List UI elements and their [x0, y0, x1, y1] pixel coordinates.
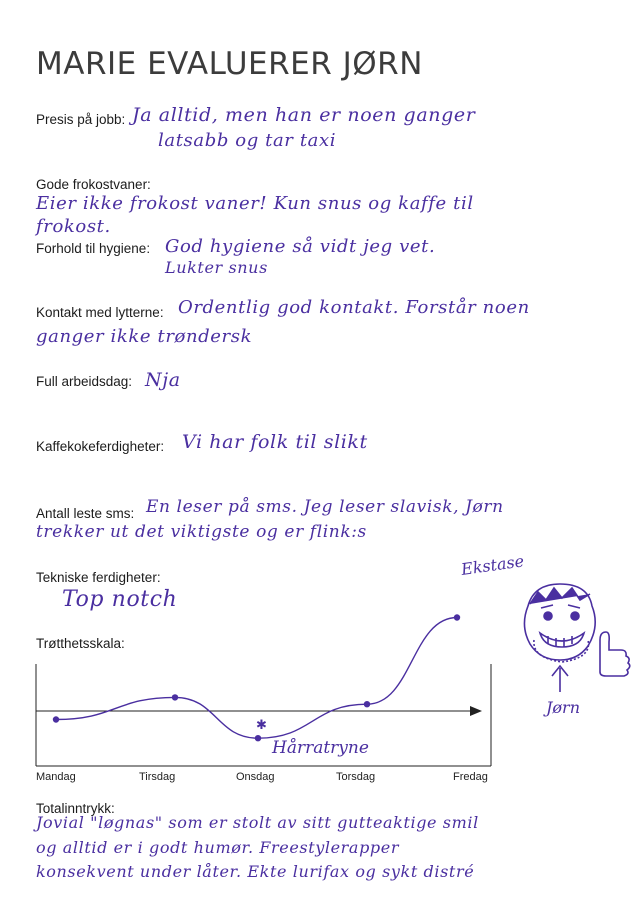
- hygiene-answer-line2: Lukter snus: [165, 258, 268, 277]
- point-torsdag: [364, 701, 370, 707]
- total-answer-line2: og alltid er i godt humør. Freestylerapper: [36, 838, 400, 857]
- star-mark: ✱: [256, 718, 267, 733]
- arbeidsdag-label: Full arbeidsdag:: [36, 374, 133, 389]
- sms-answer-line2: trekker ut det viktigste og er flink:s: [36, 522, 367, 542]
- frokost-answer-line2: frokost.: [36, 216, 111, 237]
- total-label: Totalinntrykk:: [36, 801, 115, 816]
- point-onsdag: [255, 735, 261, 741]
- frokost-answer-line1: Eier ikke frokost vaner! Kun snus og kaffe til: [36, 193, 474, 214]
- annotation-harratryne: Hårratryne: [272, 738, 369, 758]
- tick-tirsdag: Tirsdag: [139, 771, 176, 783]
- total-answer-line3: konsekvent under låter. Ekte lurifax og sykt distré: [36, 862, 475, 881]
- right-eye: [571, 612, 579, 620]
- kontakt-answer-line2: ganger ikke trøndersk: [36, 326, 253, 347]
- arrow-up-icon: [552, 666, 568, 692]
- kontakt-label: Kontakt med lytterne:: [36, 305, 164, 320]
- presis-label: Presis på jobb:: [36, 112, 126, 127]
- trotthet-label: Trøtthetsskala:: [36, 636, 125, 651]
- eyebrows: [541, 605, 580, 608]
- frokost-label: Gode frokostvaner:: [36, 177, 151, 192]
- point-mandag: [53, 716, 59, 722]
- tick-onsdag: Onsdag: [236, 771, 275, 783]
- annotation-ekstase: Ekstase: [459, 551, 526, 579]
- arbeidsdag-answer: Nja: [145, 369, 181, 391]
- kontakt-answer-line1: Ordentlig god kontakt. Forstår noen: [178, 297, 530, 318]
- thumbs-up-icon: [600, 632, 630, 676]
- total-answer-line1: Jovial "løgnas" som er stolt av sitt gutteaktige smil: [36, 813, 479, 832]
- sms-label: Antall leste sms:: [36, 506, 135, 521]
- point-tirsdag: [172, 694, 178, 700]
- point-fredag: [454, 614, 460, 620]
- presis-answer-line1: Ja alltid, men han er noen ganger: [132, 104, 476, 126]
- kaffe-answer: Vi har folk til slikt: [182, 431, 368, 453]
- jorn-caption: Jørn: [546, 698, 580, 717]
- tick-mandag: Mandag: [36, 771, 76, 783]
- tekniske-label: Tekniske ferdigheter:: [36, 570, 161, 585]
- hygiene-answer-line1: God hygiene så vidt jeg vet.: [165, 236, 436, 257]
- tekniske-answer: Top notch: [62, 587, 178, 612]
- hygiene-label: Forhold til hygienе:: [36, 241, 151, 256]
- left-eye: [544, 612, 552, 620]
- smile: [540, 633, 584, 647]
- tick-torsdag: Torsdag: [336, 771, 376, 783]
- chart-axis-arrow: [470, 706, 482, 716]
- tick-fredag: Fredag: [453, 771, 488, 783]
- jorn-face-drawing: [524, 584, 629, 692]
- page-title: MARIE EVALUERER JØRN: [36, 46, 423, 82]
- kaffe-label: Kaffekokeferdigheter:: [36, 439, 165, 454]
- presis-answer-line2: latsabb og tar taxi: [158, 130, 337, 151]
- sms-answer-line1: En leser på sms. Jeg leser slavisk, Jørn: [146, 497, 504, 517]
